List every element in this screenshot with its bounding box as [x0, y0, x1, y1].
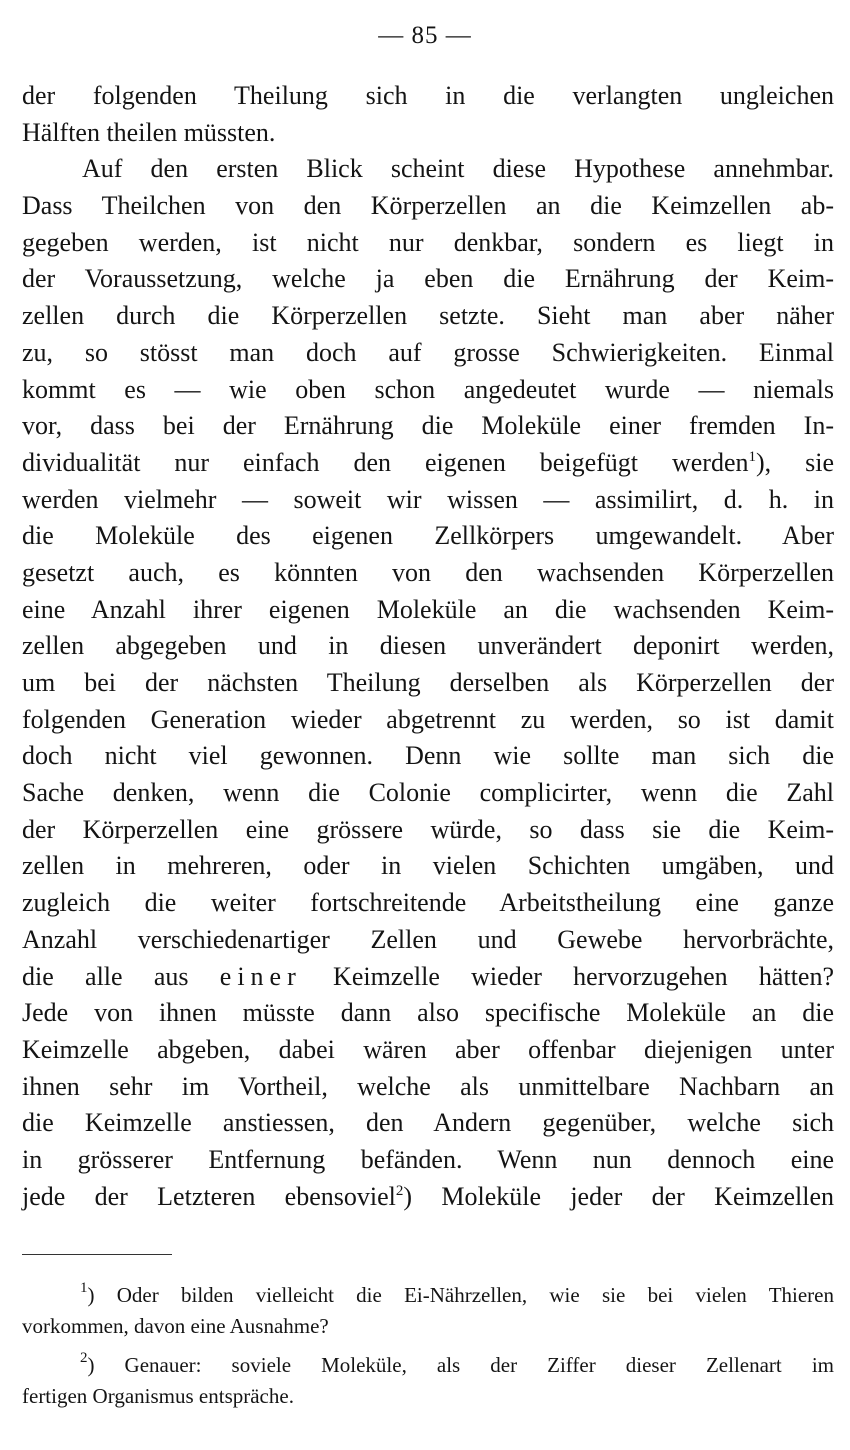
footnote-text: ) Genauer: soviele Moleküle, als der Ziffer dieser Zellenart im — [87, 1353, 834, 1377]
footnote-marker: 2 — [80, 1350, 88, 1366]
text-line: folgenden Generation wieder abgetrennt zu werden, so ist damit — [22, 704, 834, 734]
text-line: um bei der nächsten Theilung derselben als Körperzellen der — [22, 668, 834, 697]
emphasized-word: einer — [219, 961, 302, 991]
text-line: der Voraussetzung, welche ja eben die Ernährung der Keim- — [22, 264, 834, 294]
text-line: Anzahl verschiedenartiger Zellen und Gewebe hervorbrächte, — [22, 924, 834, 954]
text-line: vor, dass bei der Ernährung die Moleküle einer fremden In- — [22, 411, 834, 441]
body-text — [22, 78, 834, 1215]
text-segment: ), sie — [755, 447, 834, 477]
footnote-line: vorkommen, davon eine Ausnahme? — [22, 1314, 329, 1338]
text-line: zellen durch die Körperzellen setzte. Sieht man aber näher — [22, 301, 834, 331]
footnote-marker: 1 — [80, 1280, 88, 1296]
text-line: die Keimzelle anstiessen, den Andern gegenüber, welche sich — [22, 1108, 834, 1138]
text-line: Keimzelle abgeben, dabei wären aber offenbar diejenigen unter — [22, 1034, 834, 1064]
text-line: zugleich die weiter fortschreitende Arbeitstheilung eine ganze — [22, 888, 834, 918]
text-line: Dass Theilchen von den Körperzellen an die Keimzellen ab- — [22, 191, 834, 221]
text-line: zellen in mehreren, oder in vielen Schichten umgäben, und — [22, 851, 834, 881]
text-segment: Keimzelle wieder hervorzugehen hätten? — [301, 961, 834, 991]
text-line: Sache denken, wenn die Colonie complicirter, wenn die Zahl — [22, 778, 834, 808]
footnote-ref: 1 — [748, 448, 756, 465]
text-line: eine Anzahl ihrer eigenen Moleküle an die wachsenden Keim- — [22, 594, 834, 624]
text-line — [22, 445, 834, 482]
text-line: Hälften theilen müssten. — [22, 117, 276, 147]
footnote-line — [22, 1280, 834, 1311]
footnote-line: fertigen Organismus entspräche. — [22, 1384, 294, 1408]
text-segment: die alle aus — [22, 961, 220, 991]
text-line: Jede von ihnen müsste dann also specifische Moleküle an die — [22, 998, 834, 1028]
text-line: zu, so stösst man doch auf grosse Schwierigkeiten. Einmal — [22, 337, 834, 367]
text-line: doch nicht viel gewonnen. Denn wie sollte man sich die — [22, 741, 834, 771]
text-line: gesetzt auch, es könnten von den wachsenden Körperzellen — [22, 557, 834, 587]
text-segment: dividualität nur einfach den eigenen beigefügt werden — [22, 447, 749, 477]
text-line: der Körperzellen eine grössere würde, so dass sie die Keim- — [22, 814, 834, 844]
text-line — [22, 959, 834, 996]
text-line: die Moleküle des eigenen Zellkörpers umgewandelt. Aber — [22, 521, 834, 551]
footnote-line — [22, 1350, 834, 1381]
text-line — [22, 1179, 834, 1216]
text-line: kommt es — wie oben schon angedeutet wurde — niemals — [22, 374, 834, 404]
text-line: in grösserer Entfernung befänden. Wenn nun dennoch eine — [22, 1144, 834, 1174]
footnote-separator — [22, 1254, 172, 1255]
page-number: — 85 — — [378, 22, 472, 49]
text-line: werden vielmehr — soweit wir wissen — assimilirt, d. h. in — [22, 484, 834, 514]
text-segment: jede der Letzteren ebensoviel — [22, 1181, 396, 1211]
text-line: Auf den ersten Blick scheint diese Hypothese annehmbar. — [82, 154, 834, 184]
text-line: der folgenden Theilung sich in die verlangten ungleichen — [22, 81, 834, 110]
footnotes — [22, 1280, 834, 1412]
text-line: zellen abgegeben und in diesen unverändert deponirt werden, — [22, 631, 834, 661]
footnote-text: ) Oder bilden vielleicht die Ei-Nährzellen, wie sie bei vielen Thieren — [87, 1283, 834, 1307]
text-line: gegeben werden, ist nicht nur denkbar, sondern es liegt in — [22, 227, 834, 257]
footnote-ref: 2 — [395, 1182, 404, 1199]
text-segment: ) Moleküle jeder der Keimzellen — [403, 1181, 835, 1211]
text-line: ihnen sehr im Vortheil, welche als unmittelbare Nachbarn an — [22, 1071, 834, 1101]
